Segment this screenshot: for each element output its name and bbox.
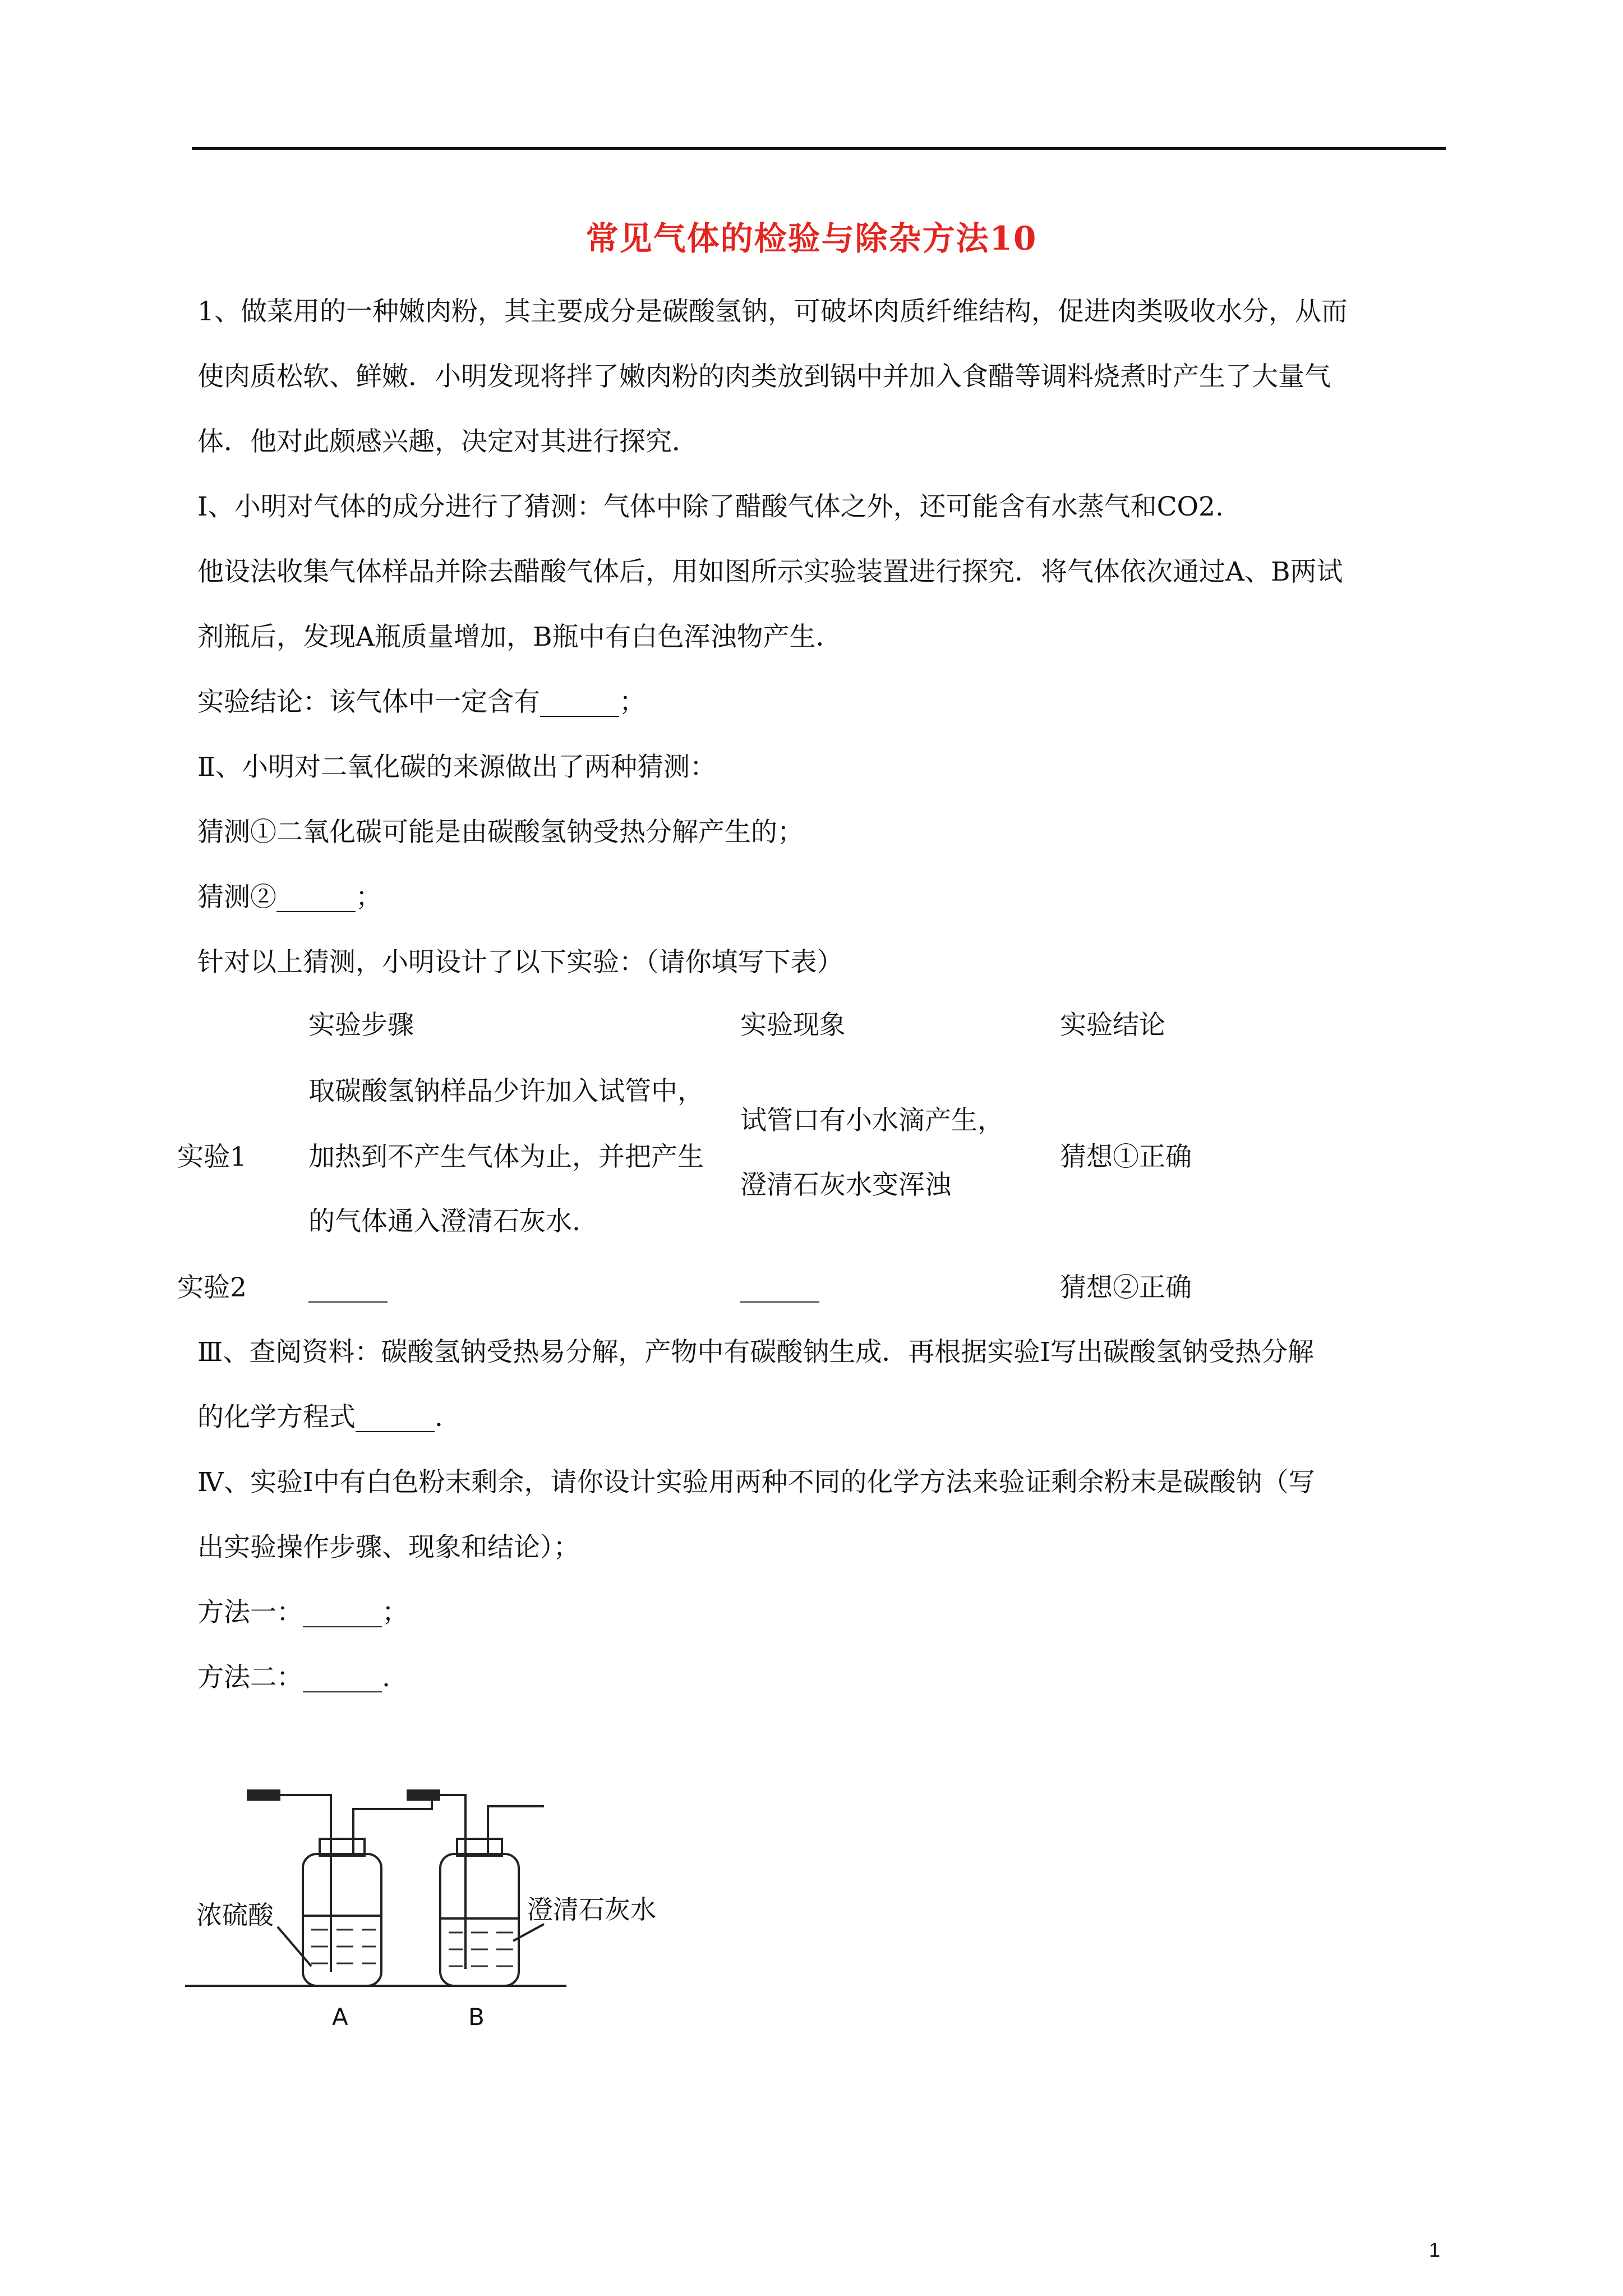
label-concentrated-sulfuric-acid: 浓硫酸 bbox=[196, 1900, 274, 1930]
apparatus-drawing bbox=[185, 1795, 566, 1986]
row-label-experiment-1: 实验1 bbox=[177, 1142, 247, 1172]
connecting-tube bbox=[353, 1795, 465, 1969]
method-2-blank: 方法二：______. bbox=[197, 1662, 390, 1693]
part-4-line-1: Ⅳ、实验Ⅰ中有白色粉末剩余，请你设计实验用两种不同的化学方法来验证剩余粉末是碳酸钠（写 bbox=[197, 1467, 1315, 1498]
label-limewater: 澄清石灰水 bbox=[527, 1894, 656, 1925]
table-intro: 针对以上猜测，小明设计了以下实验：（请你填写下表） bbox=[197, 947, 843, 978]
part-1-line-1: Ⅰ、小明对气体的成分进行了猜测：气体中除了醋酸气体之外，还可能含有水蒸气和CO2. bbox=[197, 491, 1224, 522]
exp2-conclusion: 猜想②正确 bbox=[1060, 1272, 1192, 1303]
question-1-line-3: 体．他对此颇感兴趣，决定对其进行探究． bbox=[197, 426, 698, 457]
part-4-line-2: 出实验操作步骤、现象和结论）； bbox=[197, 1532, 580, 1563]
exp2-phenomenon-blank: ______ bbox=[740, 1272, 819, 1303]
part-3-line-1: Ⅲ、查阅资料：碳酸氢钠受热易分解，产物中有碳酸钠生成．再根据实验Ⅰ写出碳酸氢钠受热分解 bbox=[197, 1337, 1314, 1368]
header-conclusion: 实验结论 bbox=[1060, 1010, 1165, 1041]
guess-2-blank: 猜测②______； bbox=[197, 882, 382, 913]
bottle-b-outlet-tube bbox=[488, 1806, 544, 1857]
bottle-a-inlet-tube bbox=[252, 1795, 331, 1972]
question-1-line-2: 使肉质松软、鲜嫩．小明发现将拌了嫩肉粉的肉类放到锅中并加入食醋等调料烧煮时产生了大量气 bbox=[197, 361, 1331, 392]
part-1-line-3: 剂瓶后，发现A瓶质量增加，B瓶中有白色浑浊物产生． bbox=[197, 622, 842, 652]
exp1-step-line-3: 的气体通入澄清石灰水. bbox=[308, 1206, 580, 1237]
part-1-line-2: 他设法收集气体样品并除去醋酸气体后，用如图所示实验装置进行探究．将气体依次通过A、B两试 bbox=[197, 556, 1343, 587]
part-3-line-2: 的化学方程式______. bbox=[197, 1402, 443, 1433]
header-rule bbox=[192, 147, 1446, 150]
header-phenomenon: 实验现象 bbox=[740, 1010, 846, 1041]
liquid-hatching bbox=[311, 1930, 513, 1966]
exp1-conclusion: 猜想①正确 bbox=[1060, 1142, 1192, 1172]
label-bottle-b: B bbox=[468, 2003, 485, 2031]
exp1-step-line-1: 取碳酸氢钠样品少许加入试管中， bbox=[308, 1076, 704, 1107]
page-title: 常见气体的检验与除杂方法10 bbox=[585, 219, 1038, 257]
exp1-phenomenon-line-1: 试管口有小水滴产生， bbox=[740, 1105, 1004, 1136]
inlet-rubber-joint bbox=[247, 1789, 280, 1801]
gas-washing-bottles-figure bbox=[185, 1773, 690, 2036]
exp2-step-blank: ______ bbox=[308, 1272, 388, 1303]
header-steps: 实验步骤 bbox=[308, 1010, 414, 1041]
part-2-intro: Ⅱ、小明对二氧化碳的来源做出了两种猜测： bbox=[197, 752, 716, 783]
guess-1: 猜测①二氧化碳可能是由碳酸氢钠受热分解产生的； bbox=[197, 817, 804, 848]
label-a-leader bbox=[278, 1927, 311, 1966]
bottle-a-body bbox=[303, 1854, 381, 1986]
question-1-line-1: 1、做菜用的一种嫩肉粉，其主要成分是碳酸氢钠，可破坏肉质纤维结构，促进肉类吸收水分，从而 bbox=[197, 296, 1348, 327]
experiment-conclusion-blank: 实验结论：该气体中一定含有______； bbox=[197, 687, 645, 717]
middle-rubber-joint bbox=[407, 1789, 440, 1801]
row-label-experiment-2: 实验2 bbox=[177, 1272, 247, 1303]
exp1-phenomenon-line-2: 澄清石灰水变浑浊 bbox=[740, 1170, 951, 1200]
label-bottle-a: A bbox=[332, 2003, 348, 2031]
method-1-blank: 方法一：______； bbox=[197, 1597, 408, 1628]
exp1-step-line-2: 加热到不产生气体为止，并把产生 bbox=[308, 1142, 704, 1172]
page-number: 1 bbox=[1429, 2238, 1441, 2261]
